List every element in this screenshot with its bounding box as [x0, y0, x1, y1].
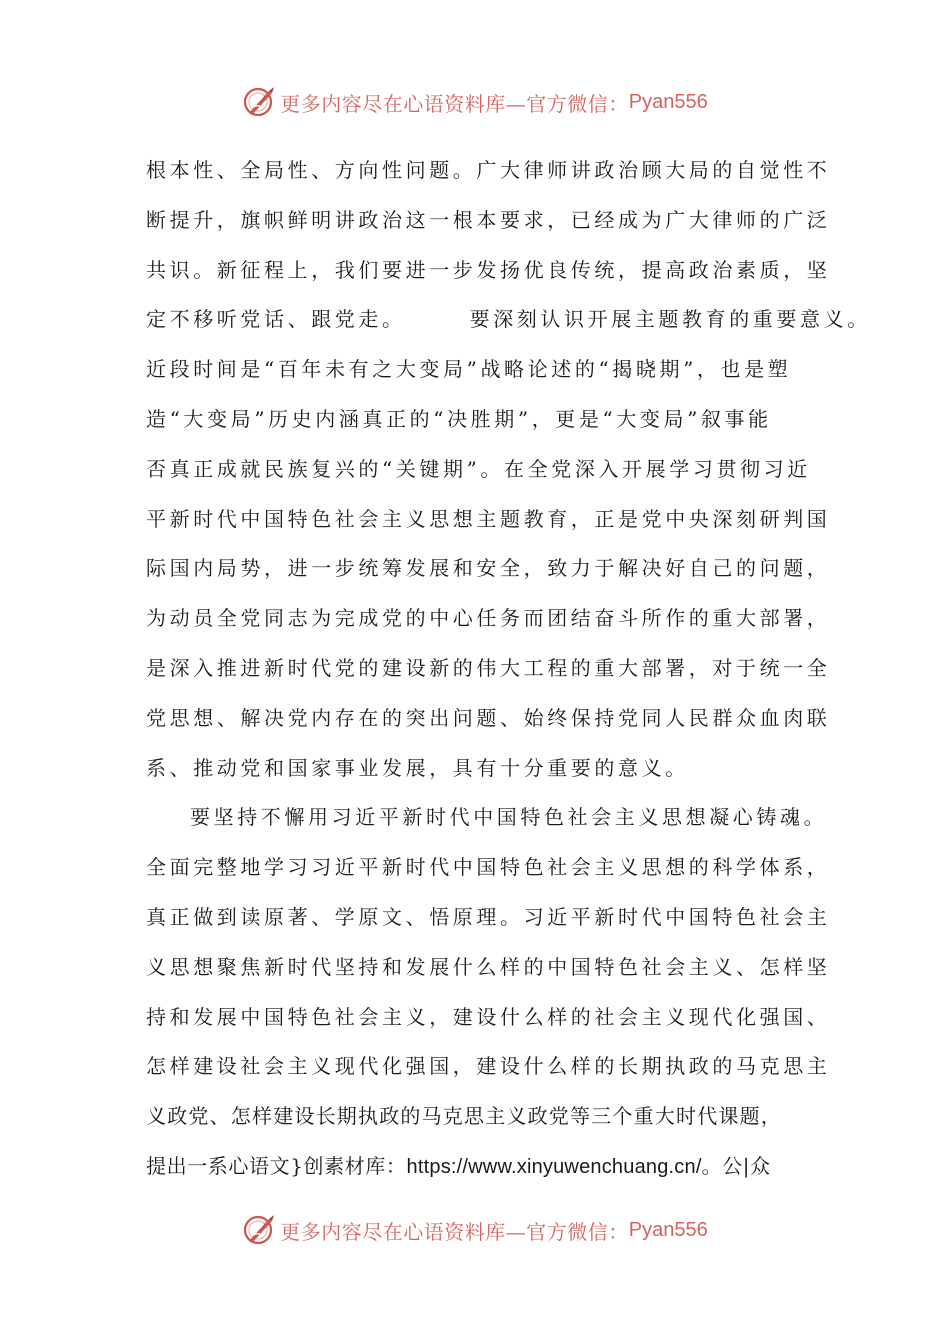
text-line: 怎样建设社会主义现代化强国，建设什么样的长期执政的马克思主: [146, 1054, 831, 1079]
section-heading: 要坚持不懈用习近平新时代中国特色社会主义思想凝心铸魂。: [190, 805, 828, 830]
text-line: 根本性、全局性、方向性问题。广大律师讲政治顾大局的自觉性不: [146, 158, 831, 182]
website-link[interactable]: https://www.xinyuwenchuang.cn/: [406, 1155, 702, 1178]
banner-text: 更多内容尽在心语资料库—官方微信：: [280, 91, 629, 116]
text-line-url: [146, 1142, 816, 1192]
text-line: 断提升，旗帜鲜明讲政治这一根本要求，已经成为广大律师的广泛: [146, 207, 831, 232]
text-line: 真正做到读原著、学原文、悟原理。习近平新时代中国特色社会主: [146, 904, 831, 929]
text-line: 是深入推进新时代党的建设新的伟大工程的重大部署，对于统一全: [146, 655, 831, 680]
text-prefix: 提出一系心语文}创素材库：: [146, 1153, 407, 1178]
text-line: 系、推动党和国家事业发展，具有十分重要的意义。: [146, 755, 689, 780]
section-heading-line: [146, 793, 828, 843]
quill-pen-logo-icon: [242, 1213, 276, 1247]
text-line: 造“大变局”历史内涵真正的“决胜期”，更是“大变局”叙事能: [146, 406, 772, 431]
text-line-mixed: [146, 295, 871, 345]
text-line: 义政党、怎样建设长期执政的马克思主义政党等三个重大时代课题，: [146, 1104, 782, 1129]
banner-wechat-id: Pyan556: [628, 90, 708, 113]
text-line: 际国内局势，进一步统筹发展和安全，致力于解决好自己的问题，: [146, 556, 831, 581]
text-line: 否真正成就民族复兴的“关键期”。在全党深入开展学习贯彻习近: [146, 456, 811, 481]
quill-pen-logo-icon: [242, 85, 276, 119]
document-body: [146, 146, 871, 1192]
text-line: 党思想、解决党内存在的突出问题、始终保持党同人民群众血肉联: [146, 705, 831, 730]
text-line: 持和发展中国特色社会主义，建设什么样的社会主义现代化强国、: [146, 1004, 831, 1029]
text-line: 平新时代中国特色社会主义思想主题教育，正是党中央深刻研判国: [146, 506, 831, 531]
text-suffix: 。公|众: [701, 1153, 771, 1178]
text-line: 义思想聚焦新时代坚持和发展什么样的中国特色社会主义、怎样坚: [146, 954, 831, 979]
header-banner: [0, 82, 950, 122]
text-line: 近段时间是“百年未有之大变局”战略论述的“揭晓期”，也是塑: [146, 357, 792, 382]
section-heading: 要深刻认识开展主题教育的重要意义。: [469, 307, 871, 332]
text-line: 共识。新征程上，我们要进一步发扬优良传统，提高政治素质，坚: [146, 257, 831, 282]
text-line: 为动员全党同志为完成党的中心任务而团结奋斗所作的重大部署，: [146, 606, 831, 631]
text-line: 全面完整地学习习近平新时代中国特色社会主义思想的科学体系，: [146, 855, 831, 880]
footer-banner: [0, 1210, 950, 1250]
banner-wechat-id: Pyan556: [628, 1218, 708, 1241]
banner-text: 更多内容尽在心语资料库—官方微信：: [280, 1219, 629, 1244]
paragraph-end: 定不移听党话、跟党走。: [146, 307, 406, 332]
